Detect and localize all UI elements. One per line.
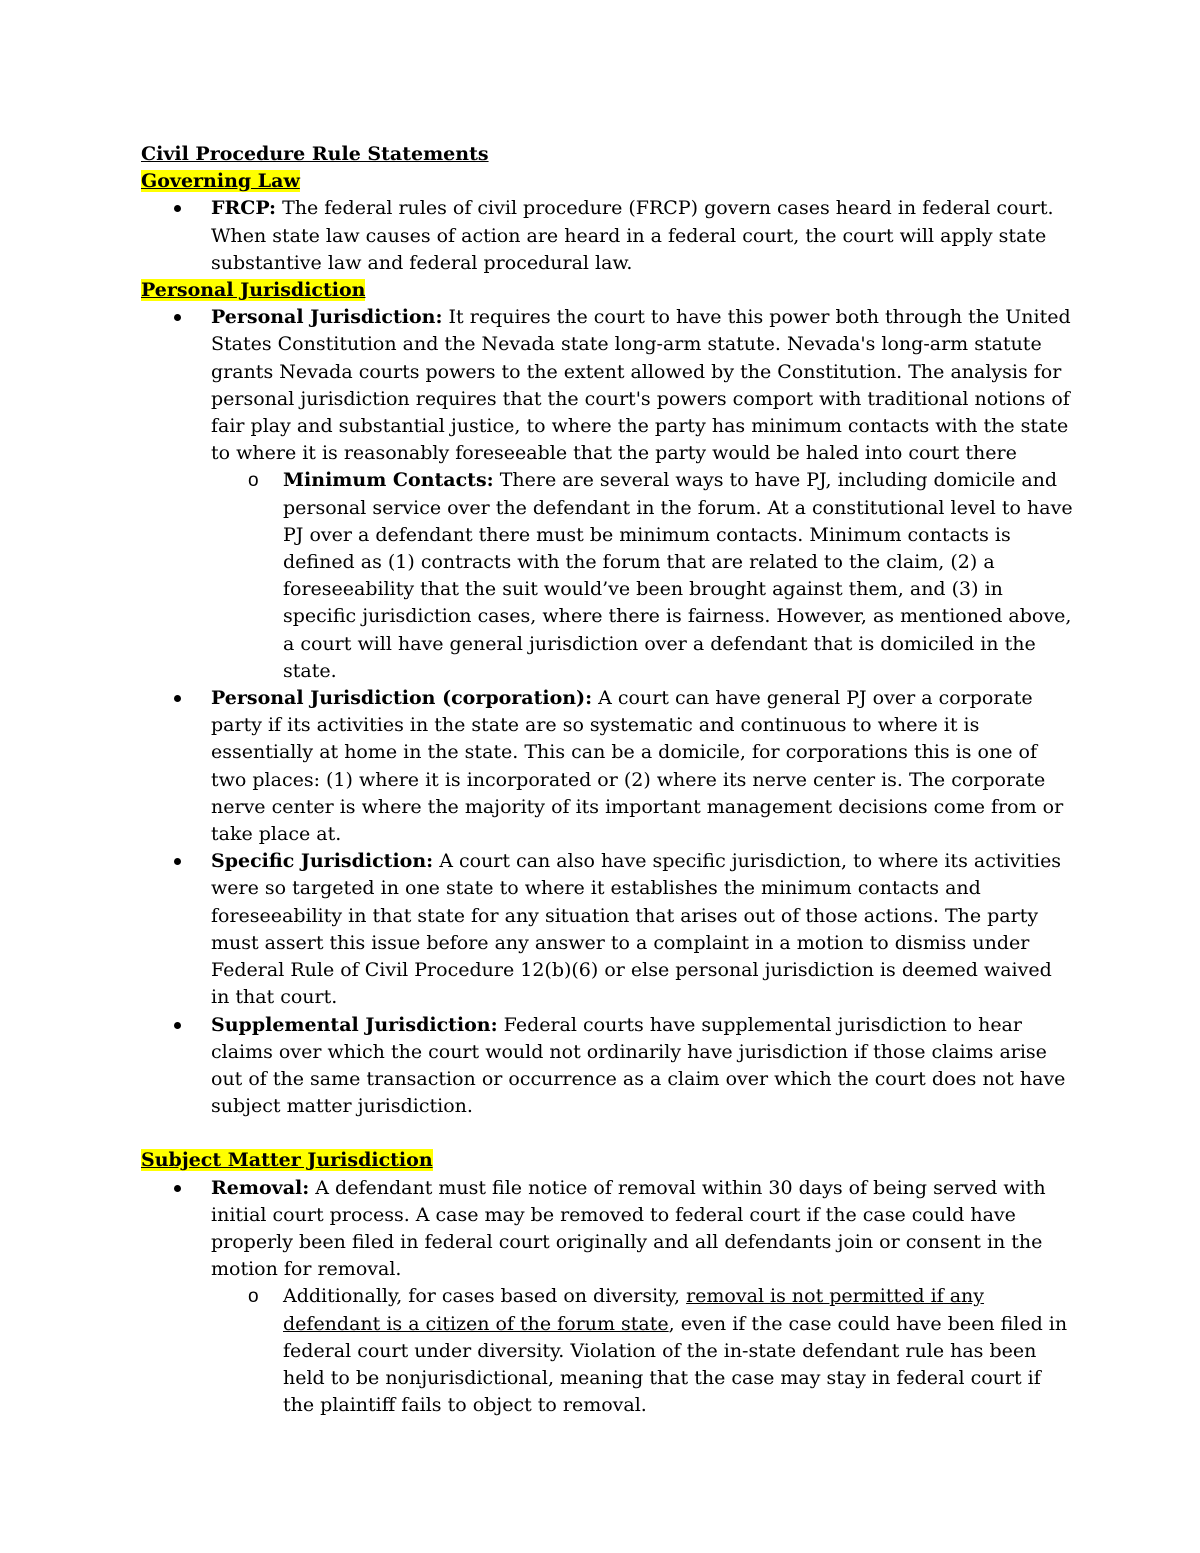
text-personal-jurisdiction: It requires the court to have this power both through the United States Constitution and the Nevada state long-arm statute. Nevada's long-arm statute grants Nevada courts powers to the extent allowed by the Constitution. The analysis for personal jurisdiction requires that the court's powers comport with traditional notions of fair play and substantial justice, to where the party has minimum contacts with the state to where it is reasonably foreseeable that the party would be haled into court there: [211, 306, 1071, 465]
document-page: [141, 141, 1076, 1419]
text-removal: A defendant must file notice of removal within 30 days of being served with initial court process. A case may be removed to federal court if the case could have properly been filed in federal court originally and all defendants join or consent in the motion for removal.: [211, 1176, 1046, 1281]
list-item-specific-jurisdiction: [211, 848, 1076, 1011]
list-item-removal: [211, 1175, 1076, 1420]
personal-jurisdiction-list: [141, 304, 1076, 1120]
text-diversity-lead: Additionally, for cases based on diversity,: [283, 1285, 687, 1308]
governing-law-list: [141, 195, 1076, 277]
text-frcp: The federal rules of civil procedure (FRCP) govern cases heard in federal court. When state law causes of action are heard in a federal court, the court will apply state substantive law and federal procedural law.: [211, 197, 1054, 274]
heading-personal-jurisdiction: [141, 277, 1076, 304]
heading-subject-matter-jurisdiction-text: Subject Matter Jurisdiction: [141, 1149, 433, 1172]
removal-sublist: [211, 1283, 1076, 1419]
document-title: Civil Procedure Rule Statements: [141, 143, 489, 165]
list-item-pj-corporation: [211, 685, 1076, 848]
text-specific-jurisdiction: A court can also have specific jurisdiction, to where its activities were so targeted in one state to where it establishes the minimum contacts and foreseeability in that state for any situation that arises out of those actions. The party must assert this issue before any answer to a complaint in a motion to dismiss under Federal Rule of Civil Procedure 12(b)(6) or else personal jurisdiction is deemed waived in that court.: [211, 850, 1062, 1009]
term-minimum-contacts: Minimum Contacts:: [283, 469, 494, 492]
text-diversity-rest: , even if the case could have been filed in federal court under diversity. Violation of the in-state defendant rule has been held to be nonjurisdictional, meaning that the case may stay in federal court if the plaintiff fails to object to removal.: [283, 1312, 1068, 1417]
heading-governing-law: [141, 168, 1076, 195]
term-frcp: FRCP:: [211, 197, 277, 220]
text-diversity-underlined: removal is not permitted if any defendant is a citizen of the forum state: [283, 1285, 985, 1335]
personal-jurisdiction-sublist: [211, 467, 1076, 685]
sub-item-diversity-removal: [283, 1283, 1076, 1419]
text-minimum-contacts: There are several ways to have PJ, including domicile and personal service over the defendant in the forum. At a constitutional level to have PJ over a defendant there must be minimum contacts. Minimum contacts is defined as (1) contracts with the forum that are related to the claim, (2) a foreseeability that the suit would’ve been brought against them, and (3) in specific jurisdiction cases, where there is fairness. However, as mentioned above, a court will have general jurisdiction over a defendant that is domiciled in the state.: [283, 469, 1073, 682]
text-supplemental-jurisdiction: Federal courts have supplemental jurisdiction to hear claims over which the court would not ordinarily have jurisdiction if those claims arise out of the same transaction or occurrence as a claim over which the court does not have subject matter jurisdiction.: [211, 1013, 1066, 1118]
term-personal-jurisdiction: Personal Jurisdiction:: [211, 306, 443, 329]
list-item-frcp: [211, 195, 1076, 277]
term-pj-corporation: Personal Jurisdiction (corporation):: [211, 687, 593, 710]
sub-item-minimum-contacts: [283, 467, 1076, 685]
heading-subject-matter-jurisdiction: [141, 1147, 1076, 1174]
text-pj-corporation: A court can have general PJ over a corporate party if its activities in the state are so systematic and continuous to where it is essentially at home in the state. This can be a domicile, for corporations this is one of two places: (1) where it is incorporated or (2) where its nerve center is. The corporate nerve center is where the majority of its important management decisions come from or take place at.: [211, 687, 1064, 846]
list-item-personal-jurisdiction: [211, 304, 1076, 685]
term-supplemental-jurisdiction: Supplemental Jurisdiction:: [211, 1013, 498, 1036]
blank-line: [141, 1120, 1076, 1147]
term-specific-jurisdiction: Specific Jurisdiction:: [211, 850, 434, 873]
subject-matter-list: [141, 1175, 1076, 1420]
list-item-supplemental-jurisdiction: [211, 1012, 1076, 1121]
heading-personal-jurisdiction-text: Personal Jurisdiction: [141, 279, 366, 302]
term-removal: Removal:: [211, 1176, 310, 1199]
heading-governing-law-text: Governing Law: [141, 170, 300, 193]
